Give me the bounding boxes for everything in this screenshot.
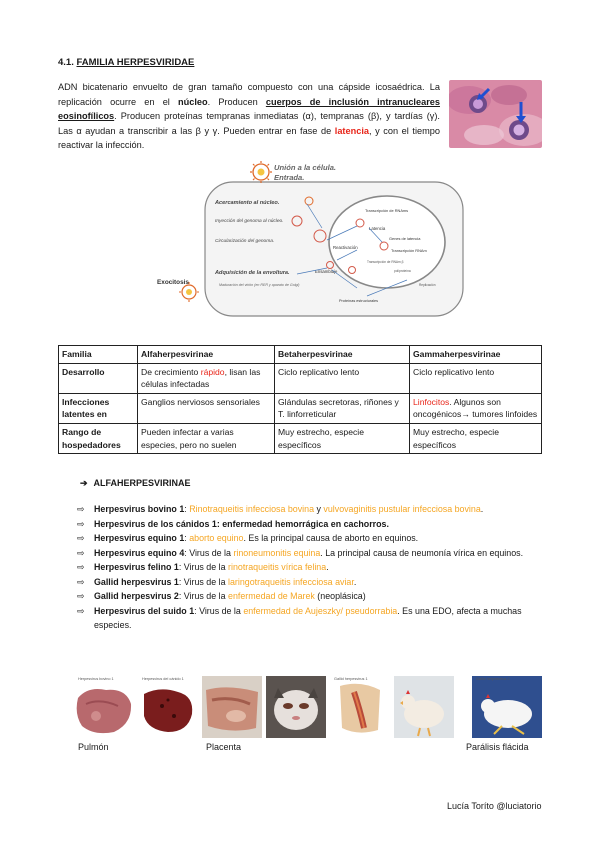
hollow-arrow-icon: ⇨: [77, 605, 85, 616]
photo-tag: Gallid herpesvirus 2: [476, 677, 510, 681]
item-bold: Herpesvirus equino 4: [94, 547, 185, 558]
micrograph-image: [449, 80, 542, 148]
arrow-right-icon: ➔: [80, 478, 88, 488]
diagram-label-ensamblaje: Ensamblaje: [315, 269, 338, 274]
hollow-arrow-icon: ⇨: [77, 504, 85, 514]
intro-text-3: . Producen proteínas tempranas inmediatas (α), tempranas (β), y tardías (γ). Las α ayudan a transcribir a las β y γ. Pueden entrar en fase de: [58, 111, 440, 136]
diagram-label-genes: Genes de latencia: [389, 236, 421, 241]
table-header: Betaherpesvirinae: [275, 346, 410, 364]
item-highlight: enfermedad de Aujeszky/ pseudorrabia: [243, 605, 398, 616]
paralyzed-chicken-photo: [472, 676, 542, 738]
item-text: : Virus de la: [184, 547, 234, 558]
intro-text-1: ADN bicatenario envuelto de gran tamaño compuesto con una cápside icosaédrica. La replicación ocurre en el: [58, 82, 440, 107]
cat-photo: [266, 676, 326, 738]
diagram-label-inyeccion: Inyección del genoma al núcleo.: [215, 219, 284, 224]
replication-diagram: [157, 160, 469, 324]
table-row: [59, 363, 542, 393]
item-text: .: [326, 562, 329, 572]
list-item: [74, 502, 542, 517]
item-bold: Gallid herpesvirus 2: [94, 591, 179, 601]
cell-highlight-rapido: rápido: [200, 366, 225, 377]
table-row-header: Infecciones latentes en: [59, 393, 138, 423]
table-cell: [138, 363, 275, 393]
item-text: : Virus de la: [178, 591, 229, 601]
intro-text-4: , y con el tiempo reactivar la infección.: [58, 125, 440, 151]
table-cell: Ciclo replicativo lento: [275, 363, 410, 393]
hollow-arrow-icon: ⇨: [77, 591, 85, 601]
item-text: : Virus de la: [178, 562, 229, 572]
item-highlight: rinotraqueitis vírica felina: [228, 562, 327, 572]
diagram-label-acercamiento: Acercamiento al núcleo.: [215, 200, 280, 206]
diagram-label-adquisicion: Adquisición de la envoltura.: [215, 270, 290, 276]
item-bold: Herpesvirus de los cánidos 1: [94, 518, 217, 529]
cell-text: , lisan las células infectadas: [141, 366, 261, 390]
list-item: [74, 531, 542, 546]
section-number: 4.1.: [58, 57, 74, 68]
item-text: :: [184, 533, 190, 543]
photo-tag: Herpesvirus bovino 1: [78, 677, 114, 681]
diagram-title-2: Entrada.: [274, 173, 305, 182]
item-text: : Virus de la: [178, 576, 229, 587]
item-highlight: vulvovaginitis pustular infecciosa bovina: [323, 504, 481, 514]
item-bold: Herpesvirus bovino 1: [94, 504, 185, 514]
photo-strip: [74, 676, 542, 738]
item-text: .: [480, 504, 484, 514]
table-header: Familia: [59, 346, 138, 364]
caption-pulmon: Pulmón: [78, 742, 109, 752]
item-highlight: aborto equino: [189, 533, 244, 543]
table-cell: Ganglios nerviosos sensoriales: [138, 393, 275, 423]
virion-icon: [250, 161, 272, 183]
diagram-title-1: Unión a la célula.: [274, 163, 337, 172]
alfa-heading: [80, 478, 191, 489]
intro-text-2: . Producen: [207, 96, 266, 107]
hollow-arrow-icon: ⇨: [77, 533, 85, 543]
item-highlight: laringotraqueitis infecciosa aviar: [228, 576, 354, 587]
item-text: . Es la principal causa de aborto en equinos.: [243, 533, 419, 543]
diagram-label-replicacion: Replicación: [419, 283, 436, 287]
hollow-arrow-icon: ⇨: [77, 562, 85, 572]
alfa-list: [74, 502, 542, 633]
hollow-arrow-icon: ⇨: [77, 547, 85, 558]
diagram-label-maduracion: Maduración del virión (en RER y aparato de Golgi): [219, 283, 300, 287]
item-bold: Gallid herpesvirus 1: [94, 576, 179, 587]
item-bold: Herpesvirus del suido 1: [94, 605, 195, 616]
photo-tag: Herpesvirus del cánido 1: [142, 677, 184, 681]
table-cell: Muy estrecho, especie específicos: [410, 423, 542, 453]
caption-paralisis: Parálisis flácida: [466, 742, 529, 752]
list-item: [74, 517, 542, 532]
cell-text: De crecimiento: [141, 366, 201, 377]
table-row-header: Rango de hospedadores: [59, 423, 138, 453]
caption-placenta: Placenta: [206, 742, 242, 752]
cell-text: . Algunos son oncogénicos→ tumores linfoides: [413, 396, 538, 420]
author-footer: Lucía Toríto @luciatorio: [447, 801, 542, 811]
item-text: .: [353, 576, 357, 587]
list-item: [74, 589, 542, 604]
table-cell: Muy estrecho, especie específicos: [275, 423, 410, 453]
item-text: . Es una EDO, afecta a muchas especies.: [94, 605, 522, 630]
item-bold: enfermedad hemorrágica en cachorros.: [222, 518, 389, 529]
item-highlight: rinoneumonitis equina: [233, 547, 321, 558]
table-header: Alfaherpesvirinae: [138, 346, 275, 364]
item-text: :: [216, 518, 223, 529]
chicken-trachea-photo: [330, 676, 390, 738]
item-highlight: enfermedad de Marek: [228, 591, 315, 601]
diagram-label-transcripcion: Transcripción de RNAms: [365, 208, 409, 213]
table-cell: Glándulas secretoras, riñones y T. linforreticular: [275, 393, 410, 423]
section-title: FAMILIA HERPESVIRIDAE: [76, 57, 195, 68]
diagram-label-poliproteina: poliproteína: [394, 269, 411, 273]
table-cell: Ciclo replicativo lento: [410, 363, 542, 393]
table-row: [59, 423, 542, 453]
item-text: y: [314, 504, 324, 514]
diagram-label-exocitosis: Exocitosis: [157, 279, 189, 286]
alfa-heading-text: ALFAHERPESVIRINAE: [93, 478, 191, 488]
item-bold: Herpesvirus equino 1: [94, 533, 185, 543]
family-table: [58, 345, 542, 454]
diagram-label-circularizacion: Circularización del genoma.: [215, 239, 275, 244]
hollow-arrow-icon: ⇨: [77, 576, 85, 587]
diagram-label-proteinas: Proteínas estructurales: [339, 299, 379, 303]
intro-nucleo: núcleo: [178, 96, 208, 107]
intro-paragraph: [58, 80, 440, 153]
table-cell: Pueden infectar a varias especies, pero no suelen: [138, 423, 275, 453]
liver-photo: [138, 676, 198, 738]
photo-tag: Gallid herpesvirus 1: [334, 677, 368, 681]
intro-latencia: latencia: [334, 125, 369, 136]
table-cell: [410, 393, 542, 423]
table-row: [59, 393, 542, 423]
list-item: [74, 575, 542, 590]
intro-cuerpos: cuerpos de inclusión intranucleares eosinofílicos: [58, 96, 440, 122]
list-item: [74, 604, 542, 633]
cell-highlight-linfocitos: Linfocitos: [413, 396, 450, 407]
table-row-header: Desarrollo: [59, 363, 138, 393]
item-text: : Virus de la: [194, 605, 244, 616]
item-text: (neoplásica): [314, 591, 366, 601]
table-header: Gammaherpesvirinae: [410, 346, 542, 364]
chicken-photo: [394, 676, 454, 738]
item-text: . La principal causa de neumonía vírica en equinos.: [320, 547, 524, 558]
table-header-row: [59, 346, 542, 364]
diagram-label-latencia: Latencia: [369, 226, 386, 231]
hollow-arrow-icon: ⇨: [77, 518, 85, 529]
item-bold: Herpesvirus felino 1: [94, 562, 179, 572]
diagram-label-reactivacion: Reactivación: [333, 245, 358, 250]
item-highlight: Rinotraqueitis infecciosa bovina: [189, 504, 315, 514]
item-text: :: [184, 504, 190, 514]
placenta-photo: [202, 676, 262, 738]
section-heading: [58, 57, 194, 68]
lung-photo: [74, 676, 134, 738]
list-item: [74, 546, 542, 561]
list-item: [74, 560, 542, 575]
diagram-label-transcripcion-3: Transcripción RNAm: [391, 248, 427, 253]
diagram-label-transcripcion-2: Transcripción de RNAm β: [367, 260, 404, 264]
